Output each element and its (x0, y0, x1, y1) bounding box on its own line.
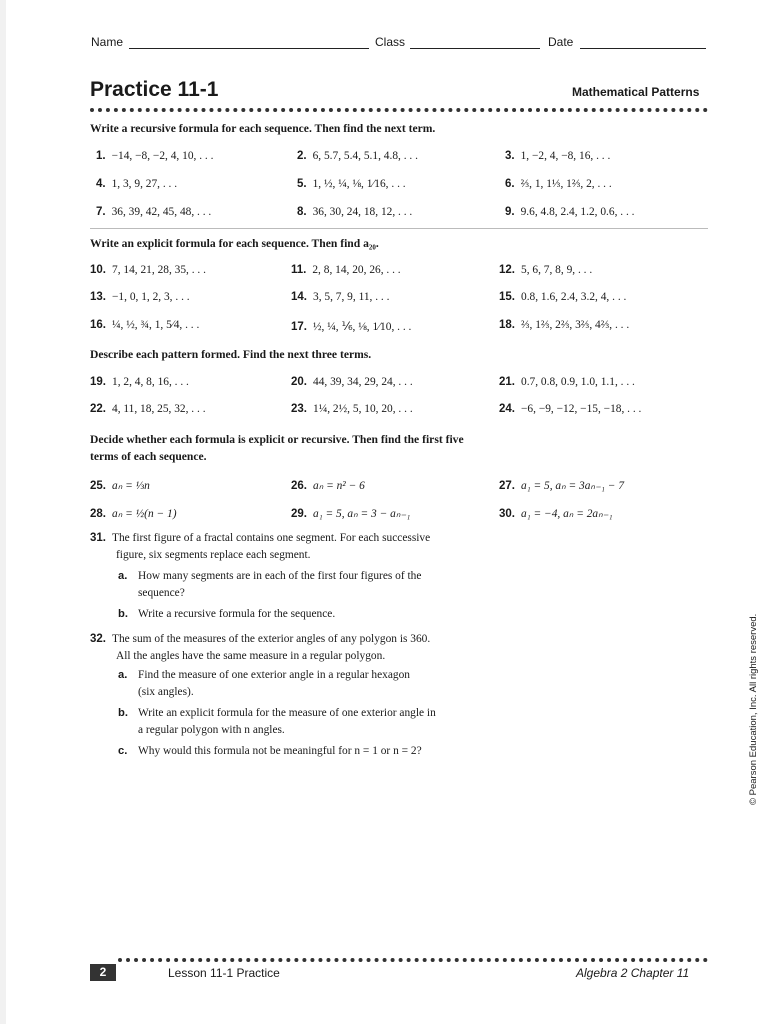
problem-11 (291, 264, 401, 276)
problem-32-line2: All the angles have the same measure in a regular polygon. (116, 650, 386, 662)
problem-text: a₁ = −4, aₙ = 2aₙ₋₁ (521, 508, 613, 520)
problem-19 (90, 376, 189, 388)
part-label: a. (118, 570, 128, 582)
problem-number: 26. (291, 480, 307, 492)
problem-26 (291, 478, 365, 492)
problem-number: 9. (505, 206, 515, 218)
section-4-instruction-line1: Decide whether each formula is explicit or recursive. Then find the first five (90, 433, 464, 446)
problem-8 (297, 206, 412, 218)
problem-31a-line1: How many segments are in each of the first four figures of the (138, 570, 422, 582)
problem-32-line1: The sum of the measures of the exterior angles of any polygon is 360. (112, 633, 431, 645)
problem-text: 0.8, 1.6, 2.4, 3.2, 4, . . . (521, 291, 627, 303)
problem-9 (505, 206, 635, 218)
problem-text: aₙ = ⅓n (112, 480, 150, 492)
section-divider (90, 228, 708, 229)
problem-1 (96, 150, 213, 162)
problem-number: 11. (291, 264, 307, 276)
problem-30 (499, 506, 613, 520)
problem-32 (90, 631, 650, 760)
problem-text: 4, 11, 18, 25, 32, . . . (112, 403, 206, 415)
problem-16 (90, 319, 199, 331)
part-label: b. (118, 608, 128, 620)
problem-25 (90, 478, 150, 492)
problem-number: 4. (96, 178, 106, 190)
problem-number: 10. (90, 264, 106, 276)
problem-number: 17. (291, 321, 307, 333)
problem-text: 1, −2, 4, −8, 16, . . . (520, 150, 611, 162)
section-1-instruction: Write a recursive formula for each sequence. Then find the next term. (90, 122, 436, 135)
problem-31-line1: The first figure of a fractal contains one segment. For each successive (112, 532, 431, 544)
problem-29 (291, 506, 410, 520)
name-label: Name (91, 35, 124, 49)
part-label: b. (118, 707, 128, 719)
problem-number: 27. (499, 480, 515, 492)
problem-31-line2: figure, six segments replace each segment. (116, 549, 311, 561)
problem-24 (499, 403, 641, 415)
problem-27 (499, 478, 624, 492)
problem-14 (291, 291, 389, 303)
problem-text: ⅔, 1⅔, 2⅔, 3⅔, 4⅔, . . . (521, 319, 630, 331)
footer-book: Algebra 2 Chapter 11 (576, 966, 690, 980)
problem-17 (291, 319, 411, 333)
part-label: a. (118, 669, 128, 681)
page-subtitle: Mathematical Patterns (572, 85, 700, 99)
problem-text: ½, ¼, ⅙, ⅛, 1⁄10, . . . (313, 321, 412, 333)
problem-number: 8. (297, 206, 307, 218)
problem-text: 0.7, 0.8, 0.9, 1.0, 1.1, . . . (521, 376, 635, 388)
problem-number: 14. (291, 291, 307, 303)
problem-22 (90, 403, 206, 415)
problem-text: aₙ = ½(n − 1) (112, 508, 177, 520)
section-2-instruction: Write an explicit formula for each sequence. Then find a₂₀. (90, 237, 379, 250)
problem-text: 5, 6, 7, 8, 9, . . . (521, 264, 593, 276)
class-label: Class (375, 35, 406, 49)
problem-text: 2, 8, 14, 20, 26, . . . (312, 264, 401, 276)
scan-artifact (0, 0, 6, 1024)
problem-text: a₁ = 5, aₙ = 3aₙ₋₁ − 7 (521, 480, 625, 492)
problem-text: −14, −8, −2, 4, 10, . . . (111, 150, 214, 162)
problem-number: 19. (90, 376, 106, 388)
problem-number: 25. (90, 480, 106, 492)
problem-text: 6, 5.7, 5.4, 5.1, 4.8, . . . (312, 150, 418, 162)
problem-number: 5. (297, 178, 307, 190)
problem-text: 3, 5, 7, 9, 11, . . . (313, 291, 390, 303)
problem-text: 9.6, 4.8, 2.4, 1.2, 0.6, . . . (520, 206, 635, 218)
problem-number: 28. (90, 508, 106, 520)
copyright-notice: © Pearson Education, Inc. All rights reserved. (748, 613, 759, 805)
problem-32a-line1: Find the measure of one exterior angle in a regular hexagon (138, 669, 411, 681)
problem-31 (90, 530, 650, 623)
footer-lesson: Lesson 11-1 Practice (168, 966, 280, 980)
problem-text: ¼, ½, ¾, 1, 5⁄4, . . . (112, 319, 200, 331)
problem-text: 44, 39, 34, 29, 24, . . . (313, 376, 413, 388)
problem-text: 7, 14, 21, 28, 35, . . . (112, 264, 206, 276)
problem-10 (90, 264, 206, 276)
problem-number: 2. (297, 150, 307, 162)
page-number: 2 (90, 964, 116, 981)
problem-28 (90, 506, 177, 520)
name-field[interactable] (129, 36, 369, 49)
problem-32b-line2: a regular polygon with n angles. (138, 724, 285, 736)
section-4-instruction-line2: terms of each sequence. (90, 450, 207, 463)
problem-text: 36, 30, 24, 18, 12, . . . (312, 206, 413, 218)
problem-number: 3. (505, 150, 515, 162)
problem-number: 6. (505, 178, 515, 190)
problem-number: 29. (291, 508, 307, 520)
problem-text: −6, −9, −12, −15, −18, . . . (521, 403, 642, 415)
date-field[interactable] (580, 36, 706, 49)
problem-32a-line2: (six angles). (138, 686, 194, 698)
problem-number: 18. (499, 319, 515, 331)
problem-20 (291, 376, 413, 388)
problem-2 (297, 150, 418, 162)
problem-number: 22. (90, 403, 106, 415)
problem-number: 30. (499, 508, 515, 520)
problem-text: 1, 3, 9, 27, . . . (111, 178, 178, 190)
problem-text: 1¼, 2½, 5, 10, 20, . . . (313, 403, 413, 415)
problem-number: 1. (96, 150, 106, 162)
problem-21 (499, 376, 635, 388)
problem-text: 1, ½, ¼, ⅛, 1⁄16, . . . (312, 178, 406, 190)
problem-number: 32. (90, 633, 106, 645)
problem-5 (297, 178, 406, 190)
problem-12 (499, 264, 592, 276)
problem-3 (505, 150, 610, 162)
problem-32c-text: Why would this formula not be meaningful for n = 1 or n = 2? (138, 745, 422, 757)
problem-text: a₁ = 5, aₙ = 3 − aₙ₋₁ (313, 508, 411, 520)
problem-text: aₙ = n² − 6 (313, 480, 365, 492)
problem-text: 36, 39, 42, 45, 48, . . . (111, 206, 212, 218)
problem-number: 13. (90, 291, 106, 303)
date-label: Date (548, 35, 574, 49)
problem-6 (505, 178, 612, 190)
class-field[interactable] (410, 36, 540, 49)
problem-7 (96, 206, 211, 218)
page-title: Practice 11-1 (90, 78, 219, 101)
title-dotted-rule (90, 108, 708, 112)
problem-number: 21. (499, 376, 515, 388)
problem-32b-line1: Write an explicit formula for the measure of one exterior angle in (138, 707, 436, 719)
section-3-instruction: Describe each pattern formed. Find the next three terms. (90, 348, 372, 361)
problem-text: ⅔, 1, 1⅓, 1⅔, 2, . . . (520, 178, 612, 190)
problem-number: 23. (291, 403, 307, 415)
problem-number: 15. (499, 291, 515, 303)
problem-number: 16. (90, 319, 106, 331)
problem-4 (96, 178, 177, 190)
problem-text: 1, 2, 4, 8, 16, . . . (112, 376, 189, 388)
problem-23 (291, 403, 413, 415)
problem-15 (499, 291, 626, 303)
footer-dotted-rule (118, 958, 708, 962)
problem-text: −1, 0, 1, 2, 3, . . . (112, 291, 190, 303)
problem-number: 7. (96, 206, 106, 218)
problem-number: 12. (499, 264, 515, 276)
problem-13 (90, 291, 190, 303)
part-label: c. (118, 745, 128, 757)
problem-31a-line2: sequence? (138, 587, 185, 599)
problem-number: 24. (499, 403, 515, 415)
problem-number: 20. (291, 376, 307, 388)
problem-31b-text: Write a recursive formula for the sequence. (138, 608, 336, 620)
problem-number: 31. (90, 532, 106, 544)
problem-18 (499, 319, 629, 331)
